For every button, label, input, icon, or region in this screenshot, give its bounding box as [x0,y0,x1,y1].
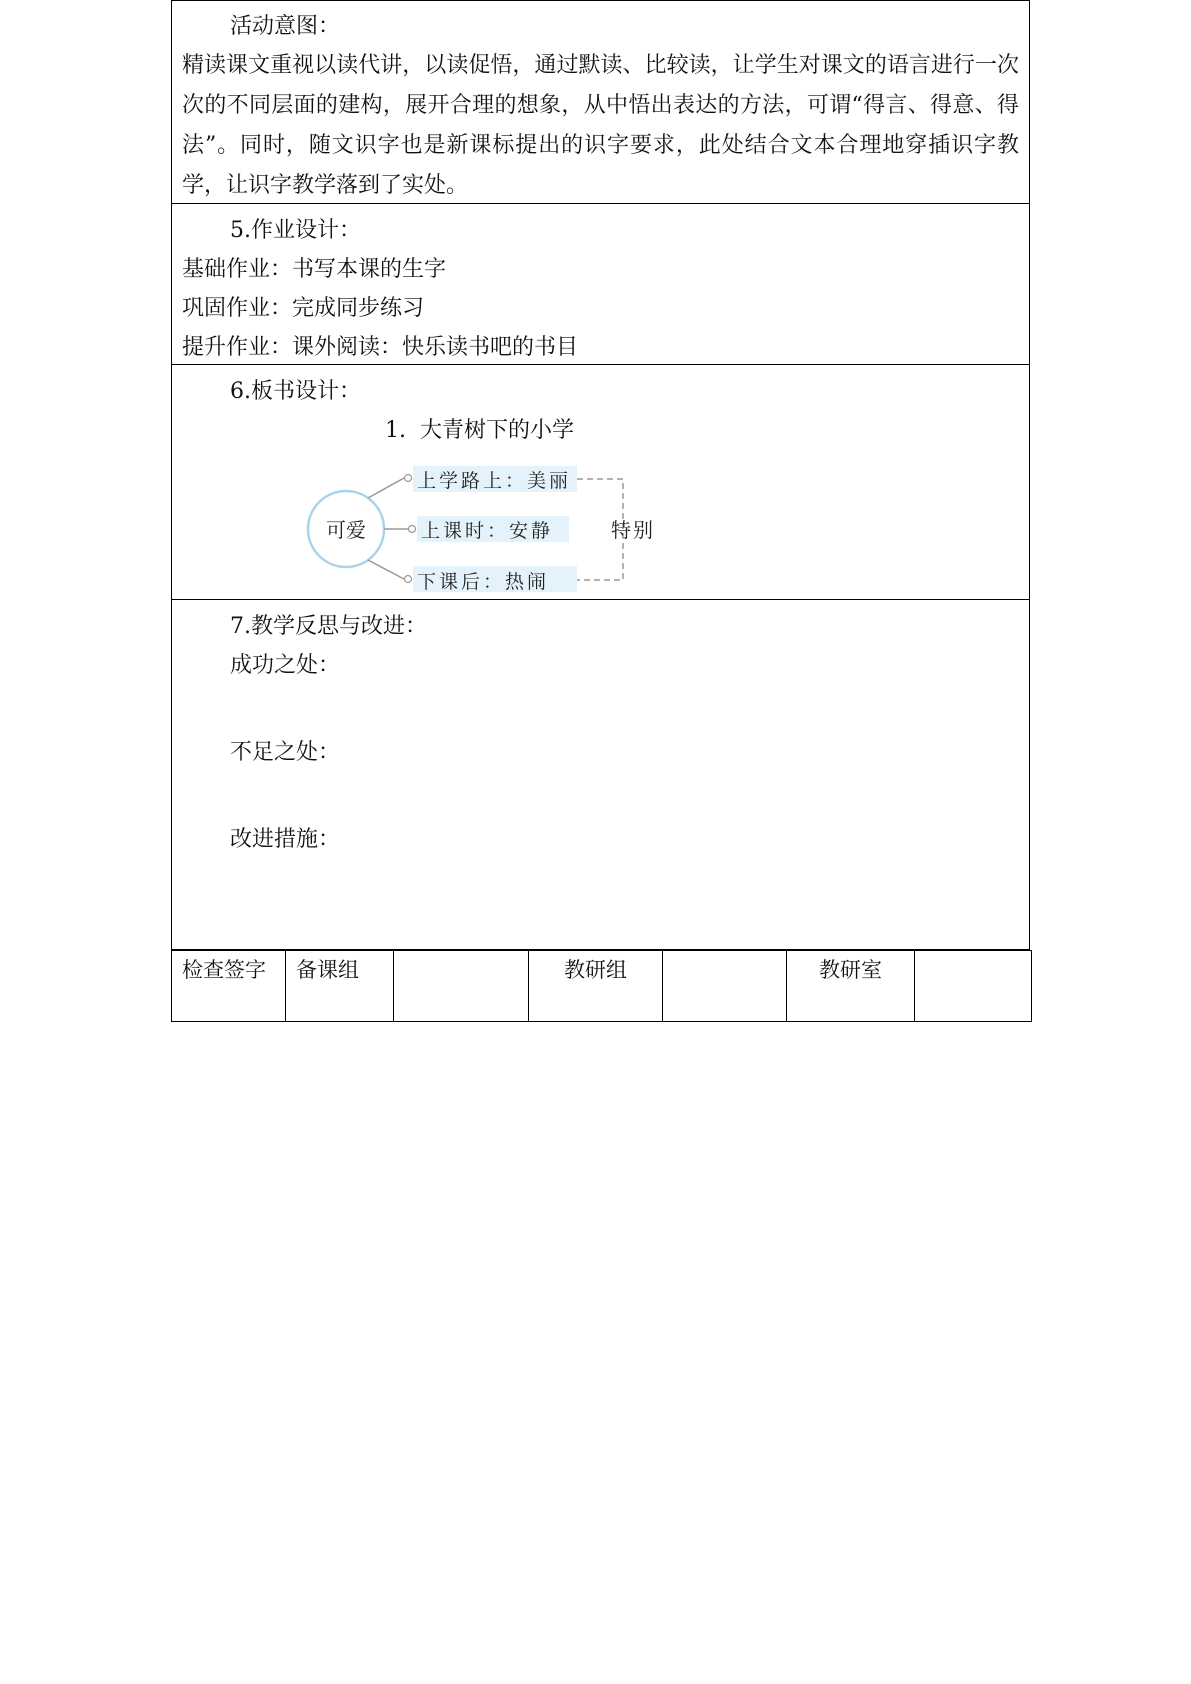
activity-intent-body: 精读课文重视以读代讲，以读促悟，通过默读、比较读，让学生对课文的语言进行一次次的不同层面的建构，展开合理的想象，从中悟出表达的方法，可谓“得言、得意、得法”。同时，随文识字也是新课标提出的识字要求，此处结合文本合理地穿插识字教学，让识字教学落到了实处。 [182,53,1019,198]
board-lesson-title [385,415,574,447]
mind-map-branch-line-1 [368,478,404,498]
research-group-label: 教研组 [529,951,663,1022]
research-group-signature-cell[interactable] [663,951,787,1022]
mind-map-branch-1: 上学路上：美丽 [417,470,572,492]
research-office-label: 教研室 [787,951,915,1022]
signature-label: 检查签字 [172,951,286,1022]
homework-section [172,204,1029,365]
board-lesson-name: 大青树下的小学 [420,418,575,443]
mind-map-node-2 [409,526,416,533]
mind-map-branch-2: 上课时：安静 [421,520,554,542]
prep-group-label: 备课组 [286,951,394,1022]
research-office-signature-cell[interactable] [915,951,1032,1022]
board-lesson-number: 1. [385,418,406,443]
board-design-section [172,365,1029,600]
mind-map-branch-line-3 [368,560,404,579]
mind-map-node-1 [405,475,412,482]
mind-map-branch-3: 下课后：热闹 [417,571,550,593]
reflection-shortcoming: 不足之处： [230,740,341,765]
lesson-plan-table [171,0,1030,950]
board-mind-map [306,464,656,594]
homework-item-basic: 基础作业：书写本课的生字 [182,257,447,282]
homework-item-advanced: 提升作业：课外阅读：快乐读书吧的书目 [182,335,579,360]
activity-intent-heading: 活动意图： [230,14,341,39]
reflection-improvement: 改进措施： [230,827,341,852]
mind-map-center-label: 可爱 [326,518,366,542]
signature-table [171,950,1032,1022]
mind-map-summary: 特别 [611,518,655,542]
reflection-heading: 7.教学反思与改进： [230,614,427,639]
prep-group-signature-cell[interactable] [394,951,529,1022]
homework-item-consolidate: 巩固作业：完成同步练习 [182,296,425,321]
activity-intent-section [172,1,1029,204]
board-heading: 6.板书设计： [230,379,361,404]
homework-heading: 5.作业设计： [230,218,361,243]
reflection-success: 成功之处： [230,653,341,678]
mind-map-node-3 [405,576,412,583]
reflection-section [172,600,1029,949]
